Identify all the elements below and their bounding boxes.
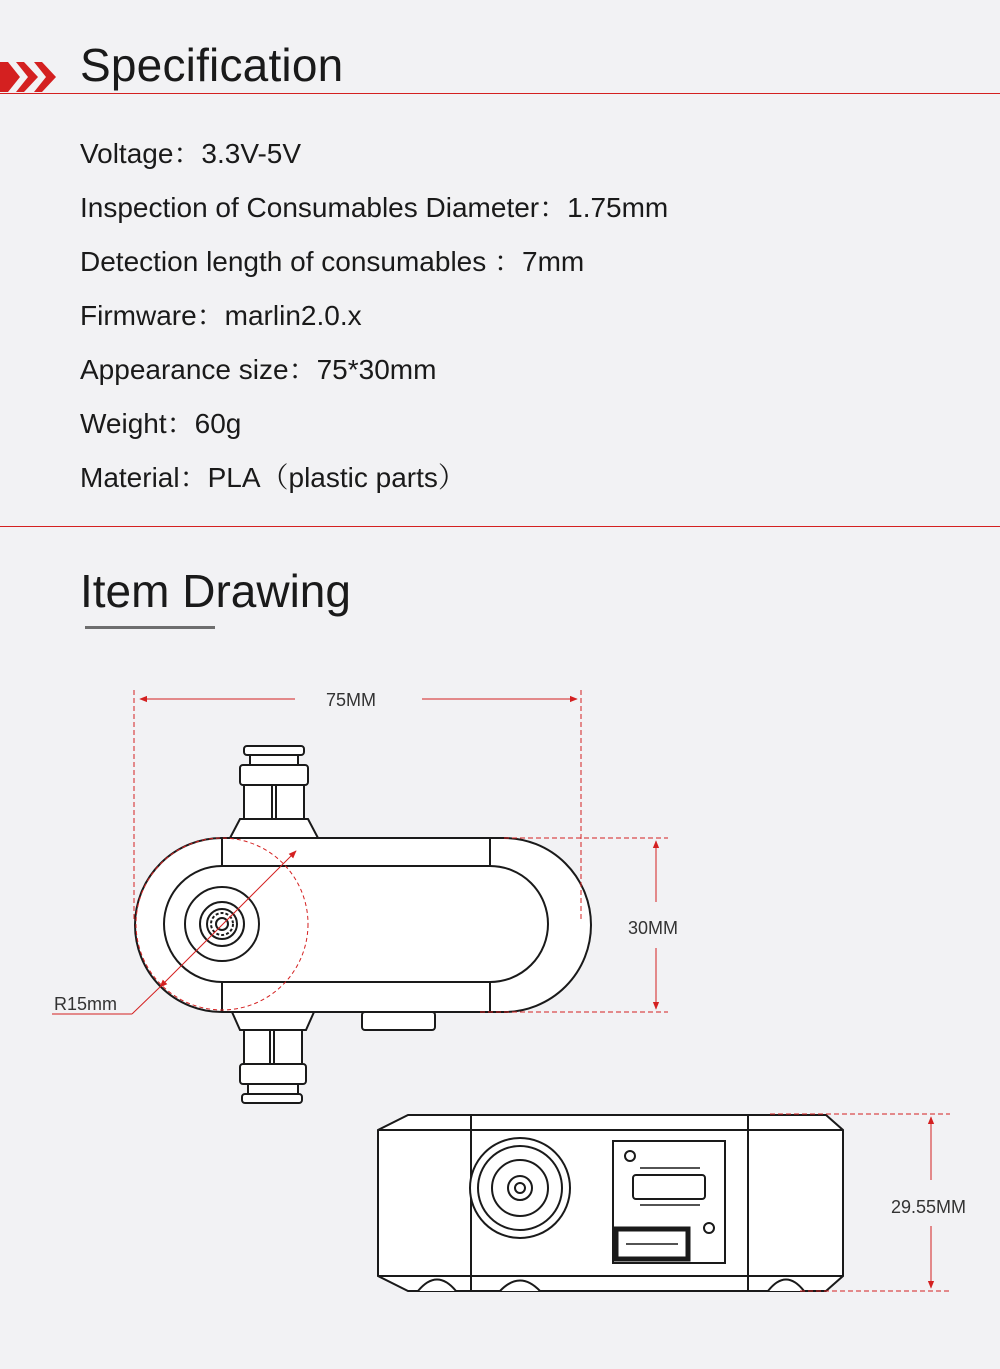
spec-appearance-size: Appearance size：75*30mm: [80, 354, 437, 385]
spec-weight: Weight：60g: [80, 408, 242, 439]
specification-title: Specification: [80, 39, 344, 91]
width-dimension-label: 75MM: [326, 690, 377, 710]
top-view-sensor: [135, 746, 591, 1103]
depth-dimension-label: 29.55MM: [891, 1197, 967, 1217]
height-dimension-label: 30MM: [628, 918, 679, 938]
radius-dimension-label: R15mm: [54, 994, 118, 1014]
spec-material: Material：PLA（plastic parts）: [80, 462, 466, 493]
spec-voltage: Voltage：3.3V-5V: [80, 138, 302, 169]
spec-firmware: Firmware：marlin2.0.x: [80, 300, 362, 331]
side-view-sensor: [378, 1115, 843, 1291]
spec-diameter: Inspection of Consumables Diameter：1.75mm: [80, 192, 669, 223]
spec-detection-length: Detection length of consumables ：7mm: [80, 246, 585, 277]
item-drawing-title: Item Drawing: [80, 565, 351, 617]
